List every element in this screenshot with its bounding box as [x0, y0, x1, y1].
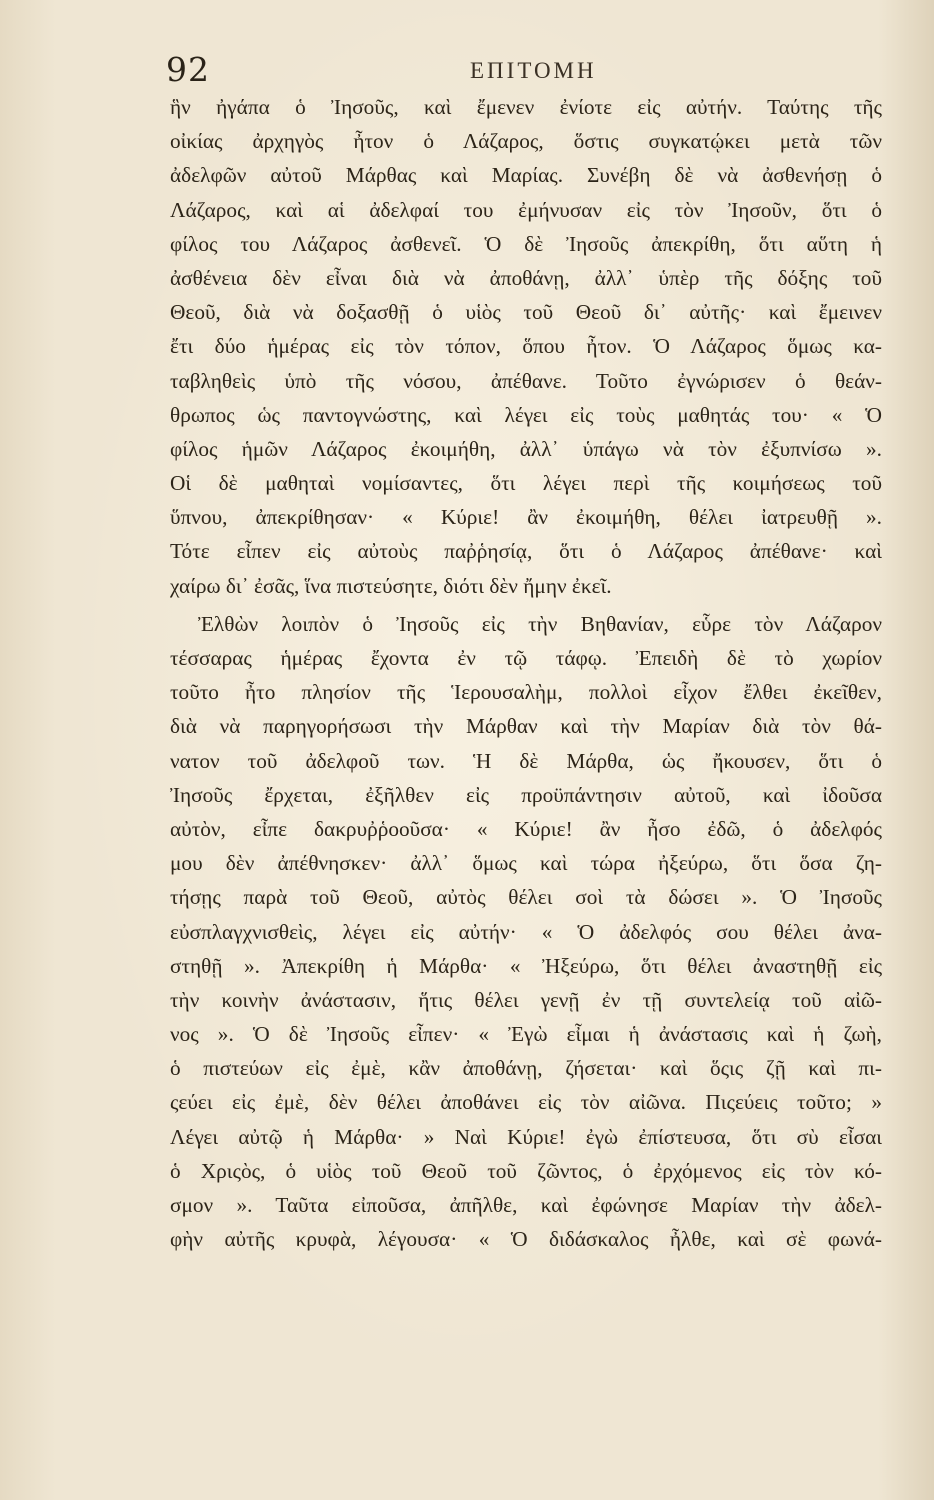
text-line: Θεοῦ, διὰ νὰ δοξασθῇ ὁ υἱὸς τοῦ Θεοῦ δι᾽ αὐτῆς· καὶ ἔμεινεν: [170, 300, 882, 325]
text-line: ἣν ἠγάπα ὁ Ἰησοῦς, καὶ ἔμενεν ἐνίοτε εἰς αὐτήν. Ταύτης τῆς: [170, 95, 882, 119]
text-line: φίλος του Λάζαρος ἀσθενεῖ. Ὁ δὲ Ἰησοῦς ἀπεκρίθη, ὅτι αὕτη ἡ: [170, 231, 882, 256]
text-line: ἀδελφῶν αὐτοῦ Μάρθας καὶ Μαρίας. Συνέβη δὲ νὰ ἀσθενήσῃ ὁ: [170, 163, 882, 188]
text-line: ἀσθένεια δὲν εἶναι διὰ νὰ ἀποθάνῃ, ἀλλ᾽ ὑπὲρ τῆς δόξης τοῦ: [170, 265, 882, 290]
text-line: φίλος ἡμῶν Λάζαρος ἐκοιμήθη, ἀλλ᾽ ὑπάγω νὰ τὸν ἐξυπνίσω ».: [170, 436, 882, 461]
text-line: τοῦτο ἦτο πλησίον τῆς Ἱερουσαλὴμ, πολλοὶ εἶχον ἔλθει ἐκεῖθεν,: [170, 680, 882, 705]
text-line: τέσσαρας ἡμέρας ἔχοντα ἐν τῷ τάφῳ. Ἐπειδὴ δὲ τὸ χωρίον: [170, 646, 882, 670]
text-line: Ἰησοῦς ἔρχεται, ἐξῆλθεν εἰς προϋπάντησιν αὐτοῦ, καὶ ἰδοῦσα: [170, 782, 882, 807]
text-line: ἔτι δύο ἡμέρας εἰς τὸν τόπον, ὅπου ἦτον. Ὁ Λάζαρος ὅμως κα-: [170, 334, 882, 359]
text-line: μου δὲν ἀπέθνησκεν· ἀλλ᾽ ὅμως καὶ τώρα ἠξεύρω, ὅτι ὅσα ζη-: [170, 851, 882, 876]
running-head: ΕΠΙΤΟΜΗ: [470, 58, 597, 83]
text-line: Λάζαρος, καὶ αἱ ἀδελφαί του ἐμήνυσαν εἰς τὸν Ἰησοῦν, ὅτι ὁ: [170, 197, 882, 222]
text-line: Τότε εἶπεν εἰς αὐτοὺς παῤῥησίᾳ, ὅτι ὁ Λάζαρος ἀπέθανε· καὶ: [170, 539, 882, 564]
text-line: ὁ πιστεύων εἰς ἐμὲ, κἂν ἀποθάνῃ, ζήσεται· καὶ ὅςις ζῇ καὶ πι-: [170, 1056, 882, 1081]
text-line: αὐτὸν, εἶπε δακρυῤῥοοῦσα· « Κύριε! ἂν ἦσο ἐδῶ, ὁ ἀδελφός: [170, 816, 882, 841]
text-line: θρωπος ὡς παντογνώστης, καὶ λέγει εἰς τοὺς μαθητάς του· « Ὁ: [170, 402, 882, 427]
text-line: ταβληθεὶς ὑπὸ τῆς νόσου, ἀπέθανε. Τοῦτο ἐγνώρισεν ὁ θεάν-: [170, 368, 882, 393]
text-line: εὐσπλαγχνισθεὶς, λέγει εἰς αὐτήν· « Ὁ ἀδελφός σου θέλει ἀνα-: [170, 919, 882, 944]
text-line: φὴν αὐτῆς κρυφὰ, λέγουσα· « Ὁ διδάσκαλος ἦλθε, καὶ σὲ φωνά-: [170, 1227, 882, 1252]
text-line: τήσῃς παρὰ τοῦ Θεοῦ, αὐτὸς θέλει σοὶ τὰ δώσει ». Ὁ Ἰησοῦς: [170, 885, 882, 910]
text-line: ςεύει εἰς ἐμὲ, δὲν θέλει ἀποθάνει εἰς τὸν αἰῶνα. Πιςεύεις τοῦτο; »: [170, 1090, 882, 1115]
text-line: οἰκίας ἀρχηγὸς ἦτον ὁ Λάζαρος, ὅστις συγκατῴκει μετὰ τῶν: [170, 129, 882, 154]
text-line: τὴν κοινὴν ἀνάστασιν, ἥτις θέλει γενῇ ἐν τῇ συντελείᾳ τοῦ αἰῶ-: [170, 987, 882, 1012]
text-line: χαίρω δι᾽ ἐσᾶς, ἵνα πιστεύσητε, διότι δὲν ἤμην ἐκεῖ.: [170, 573, 612, 598]
text-line: διὰ νὰ παρηγορήσωσι τὴν Μάρθαν καὶ τὴν Μαρίαν διὰ τὸν θά-: [170, 714, 882, 739]
body-text: [170, 90, 882, 1256]
text-line: στηθῇ ». Ἀπεκρίθη ἡ Μάρθα· « Ἠξεύρω, ὅτι θέλει ἀναστηθῇ εἰς: [170, 953, 882, 978]
text-line: Ἐλθὼν λοιπὸν ὁ Ἰησοῦς εἰς τὴν Βηθανίαν, εὗρε τὸν Λάζαρον: [198, 611, 882, 636]
text-line: Λέγει αὐτῷ ἡ Μάρθα· » Ναὶ Κύριε! ἐγὼ ἐπίστευσα, ὅτι σὺ εἶσαι: [170, 1124, 882, 1149]
text-line: νατον τοῦ ἀδελφοῦ των. Ἡ δὲ Μάρθα, ὡς ἤκουσεν, ὅτι ὁ: [170, 748, 882, 773]
text-line: ὁ Χριςὸς, ὁ υἱὸς τοῦ Θεοῦ τοῦ ζῶντος, ὁ ἐρχόμενος εἰς τὸν κό-: [170, 1158, 882, 1183]
text-line: ὕπνου, ἀπεκρίθησαν· « Κύριε! ἂν ἐκοιμήθη, θέλει ἰατρευθῇ ».: [170, 505, 882, 530]
text-line: Οἱ δὲ μαθηταὶ νομίσαντες, ὅτι λέγει περὶ τῆς κοιμήσεως τοῦ: [170, 471, 882, 496]
page-number: 92: [166, 50, 210, 89]
text-line: σμον ». Ταῦτα εἰποῦσα, ἀπῆλθε, καὶ ἐφώνησε Μαρίαν τὴν ἀδελ-: [170, 1193, 882, 1217]
text-line: νος ». Ὁ δὲ Ἰησοῦς εἶπεν· « Ἐγὼ εἶμαι ἡ ἀνάστασις καὶ ἡ ζωὴ,: [170, 1022, 882, 1047]
